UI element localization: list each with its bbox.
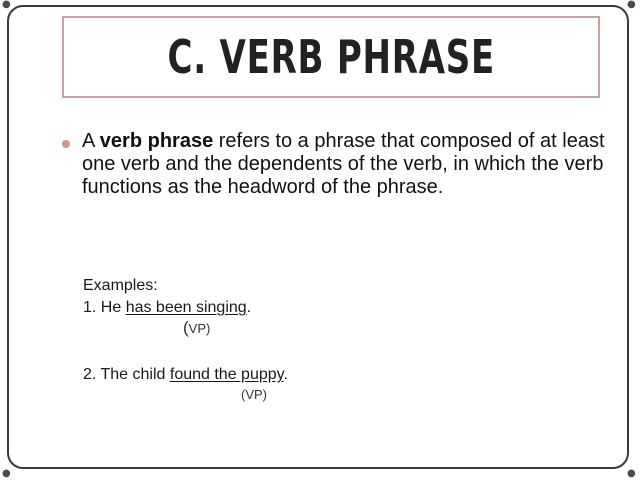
corner-dot-top-left: ●: [2, 0, 11, 10]
examples-heading: Examples:: [83, 277, 158, 294]
example-2-vp-label: [241, 385, 267, 405]
example-1-prefix: 1. He: [83, 299, 126, 316]
definition-text: [82, 130, 622, 199]
example-1-vp-open: (: [183, 318, 189, 337]
corner-dot-bottom-left: ●: [2, 468, 11, 479]
example-2-vp-rest: VP): [245, 387, 268, 402]
example-2-prefix: 2. The child: [83, 366, 170, 383]
title-box: [62, 16, 600, 98]
definition-term: verb phrase: [99, 130, 214, 152]
example-2-vp-open: (: [241, 387, 246, 402]
definition-lead: A: [82, 130, 100, 152]
definition-rest: refers to a phrase that composed of at least one verb and the dependents of the verb, in which the verb functions as the headword of the phrase.: [82, 130, 605, 198]
example-sentence-1: [83, 298, 251, 318]
example-1-phrase: has been singing: [125, 299, 247, 316]
slide-title: C. VERB PHRASE: [167, 30, 495, 84]
example-1-vp-label: [183, 318, 210, 339]
example-2-phrase: found the puppy: [169, 366, 284, 383]
corner-dot-bottom-right: ●: [627, 468, 636, 479]
example-1-suffix: .: [246, 299, 252, 316]
example-2-suffix: .: [283, 366, 288, 383]
example-1-vp-rest: VP): [188, 321, 211, 336]
example-sentence-2: [83, 365, 288, 385]
corner-dot-top-right: ●: [627, 0, 636, 10]
bullet-icon: [62, 140, 70, 148]
